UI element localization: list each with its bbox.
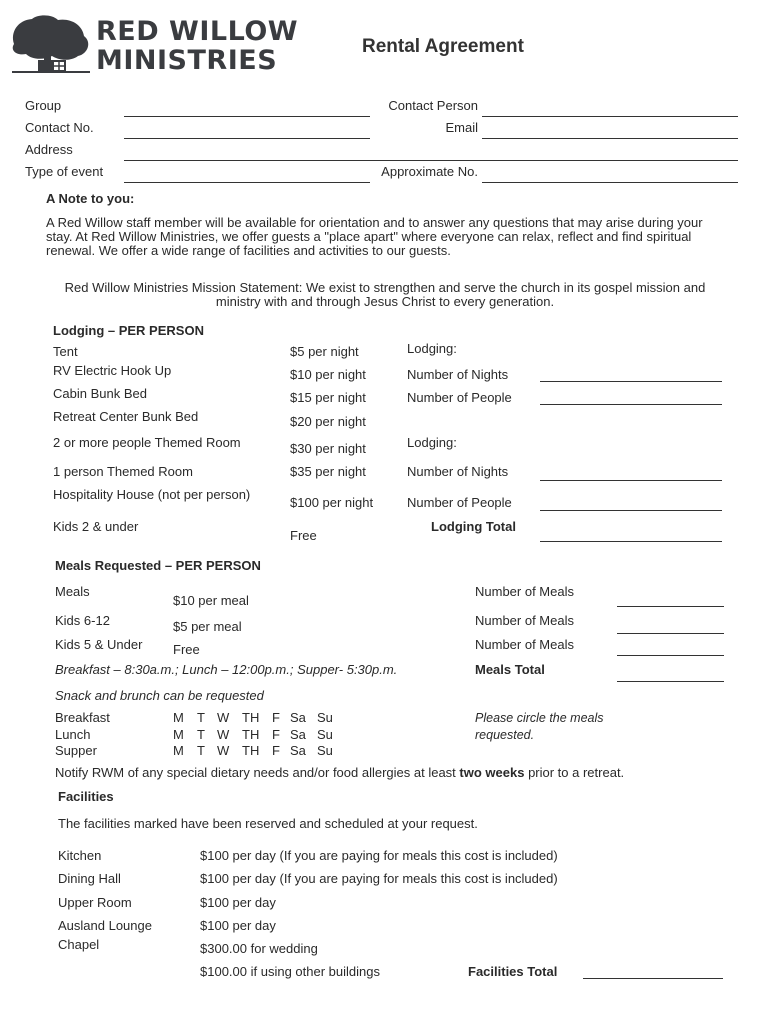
mission-line-2: ministry with and through Jesus Christ to every generation. — [215, 294, 555, 309]
type-of-event-field[interactable] — [124, 182, 370, 183]
lodging-item-name: Hospitality House (not per person) — [53, 487, 251, 502]
lodging-item-price: $5 per night — [290, 344, 359, 359]
mission-line-1: Red Willow Ministries Mission Statement: We exist to strengthen and serve the church in its gospel mission and — [64, 280, 706, 295]
lodging-total-field[interactable] — [540, 541, 722, 542]
supper-day-f[interactable]: F — [272, 743, 280, 758]
breakfast-day-f[interactable]: F — [272, 710, 280, 725]
facility-name: Ausland Lounge — [58, 918, 152, 933]
meals-total-label: Meals Total — [475, 662, 545, 677]
supper-day-w[interactable]: W — [217, 743, 230, 758]
note-line-3: renewal. We offer a wide range of facilities and activities to our guests. — [46, 243, 451, 258]
lodging-item-name: 1 person Themed Room — [53, 464, 193, 479]
facilities-total-field[interactable] — [583, 978, 723, 979]
meal-count-label: Number of Meals — [475, 584, 574, 599]
group-field[interactable] — [124, 116, 370, 117]
lodging-item-price: $10 per night — [290, 367, 366, 382]
lodging-heading: Lodging – PER PERSON — [53, 323, 204, 338]
supper-day-sa[interactable]: Sa — [290, 743, 306, 758]
facilities-intro: The facilities marked have been reserved and scheduled at your request. — [58, 816, 478, 831]
breakfast-day-su[interactable]: Su — [317, 710, 333, 725]
supper-day-m[interactable]: M — [173, 743, 184, 758]
notify-pre: Notify RWM of any special dietary needs and/or food allergies at least — [55, 765, 460, 780]
meal-item-name: Kids 5 & Under — [55, 637, 143, 652]
lodging-label-1: Lodging: — [407, 341, 457, 356]
notify-bold: two weeks — [459, 765, 525, 780]
nights-field-1[interactable] — [540, 381, 722, 382]
facilities-total-label: Facilities Total — [468, 964, 558, 979]
lunch-day-t[interactable]: T — [197, 727, 205, 742]
facility-price: $100 per day — [200, 895, 276, 910]
note-line-1: A Red Willow staff member will be available for orientation and to answer any questions that may arise during your — [46, 215, 703, 230]
meal-times: Breakfast – 8:30a.m.; Lunch – 12:00p.m.; Supper- 5:30p.m. — [55, 662, 398, 677]
people-label-2: Number of People — [407, 495, 512, 510]
lunch-day-sa[interactable]: Sa — [290, 727, 306, 742]
breakfast-day-t[interactable]: T — [197, 710, 205, 725]
meal-count-field[interactable] — [617, 633, 724, 634]
breakfast-day-m[interactable]: M — [173, 710, 184, 725]
supper-day-su[interactable]: Su — [317, 743, 333, 758]
contact-person-field[interactable] — [482, 116, 738, 117]
lodging-item-name: Cabin Bunk Bed — [53, 386, 147, 401]
meal-count-label: Number of Meals — [475, 637, 574, 652]
lunch-day-f[interactable]: F — [272, 727, 280, 742]
email-field[interactable] — [482, 138, 738, 139]
meal-item-price: $5 per meal — [173, 619, 242, 634]
meal-row-label: Supper — [55, 743, 97, 758]
breakfast-day-th[interactable]: TH — [242, 710, 260, 725]
willow-tree-icon — [8, 14, 94, 76]
meal-item-name: Meals — [55, 584, 90, 599]
address-label: Address — [25, 142, 73, 157]
facility-name: Upper Room — [58, 895, 132, 910]
meal-count-field[interactable] — [617, 655, 724, 656]
lodging-item-price: Free — [290, 528, 317, 543]
lunch-day-m[interactable]: M — [173, 727, 184, 742]
lodging-item-name: RV Electric Hook Up — [53, 363, 172, 378]
breakfast-day-sa[interactable]: Sa — [290, 710, 306, 725]
meal-item-price: Free — [173, 642, 200, 657]
facility-name: Chapel — [58, 937, 100, 952]
lodging-item-name: Kids 2 & under — [53, 519, 139, 534]
logo-line-2: MINISTRIES — [96, 45, 278, 76]
notify-text — [55, 765, 624, 780]
facility-name: Dining Hall — [58, 871, 121, 886]
lunch-day-th[interactable]: TH — [242, 727, 260, 742]
meal-count-label: Number of Meals — [475, 613, 574, 628]
meal-count-field[interactable] — [617, 606, 724, 607]
meal-row-label: Lunch — [55, 727, 91, 742]
note-heading: A Note to you: — [46, 191, 135, 206]
lodging-item-name: Tent — [53, 344, 78, 359]
lunch-day-su[interactable]: Su — [317, 727, 333, 742]
meal-item-name: Kids 6-12 — [55, 613, 110, 628]
note-line-2: stay. At Red Willow Ministries, we offer guests a "place apart" where everyone can relax, reflect and find spiritual — [46, 229, 692, 244]
facility-price: $100 per day (If you are paying for meals this cost is included) — [200, 871, 558, 886]
facility-price: $100.00 if using other buildings — [200, 964, 380, 979]
lodging-item-price: $20 per night — [290, 414, 366, 429]
lodging-item-price: $15 per night — [290, 390, 366, 405]
facility-price: $300.00 for wedding — [200, 941, 318, 956]
address-field[interactable] — [124, 160, 738, 161]
lodging-label-2: Lodging: — [407, 435, 457, 450]
email-label: Email — [445, 120, 478, 135]
supper-day-t[interactable]: T — [197, 743, 205, 758]
circle-note-1: Please circle the meals — [475, 711, 604, 725]
supper-day-th[interactable]: TH — [242, 743, 260, 758]
breakfast-day-w[interactable]: W — [217, 710, 230, 725]
contact-person-label: Contact Person — [388, 98, 478, 113]
approximate-no-field[interactable] — [482, 182, 738, 183]
nights-field-2[interactable] — [540, 480, 722, 481]
group-label: Group — [25, 98, 62, 113]
nights-label-1: Number of Nights — [407, 367, 509, 382]
lodging-total-label: Lodging Total — [431, 519, 516, 534]
facilities-heading: Facilities — [58, 789, 114, 804]
meal-row-label: Breakfast — [55, 710, 110, 725]
meals-heading: Meals Requested – PER PERSON — [55, 558, 261, 573]
facility-price: $100 per day (If you are paying for meals this cost is included) — [200, 848, 558, 863]
approximate-no-label: Approximate No. — [381, 164, 478, 179]
logo-line-1: RED WILLOW — [96, 16, 299, 47]
lodging-item-name: Retreat Center Bunk Bed — [53, 409, 199, 424]
notify-post: prior to a retreat. — [524, 765, 625, 780]
lunch-day-w[interactable]: W — [217, 727, 230, 742]
lodging-item-name: 2 or more people Themed Room — [53, 435, 241, 450]
contact-no-label: Contact No. — [25, 120, 94, 135]
people-label-1: Number of People — [407, 390, 512, 405]
contact-no-field[interactable] — [124, 138, 370, 139]
meals-total-field[interactable] — [617, 681, 724, 682]
nights-label-2: Number of Nights — [407, 464, 509, 479]
type-of-event-label: Type of event — [25, 164, 104, 179]
people-field-1[interactable] — [540, 404, 722, 405]
lodging-item-price: $100 per night — [290, 495, 374, 510]
facility-name: Kitchen — [58, 848, 102, 863]
snack-note: Snack and brunch can be requested — [55, 688, 264, 703]
people-field-2[interactable] — [540, 510, 722, 511]
lodging-item-price: $30 per night — [290, 441, 366, 456]
lodging-item-price: $35 per night — [290, 464, 366, 479]
meal-item-price: $10 per meal — [173, 593, 249, 608]
facility-price: $100 per day — [200, 918, 276, 933]
page-title: Rental Agreement — [362, 36, 524, 57]
circle-note-2: requested. — [475, 728, 535, 742]
